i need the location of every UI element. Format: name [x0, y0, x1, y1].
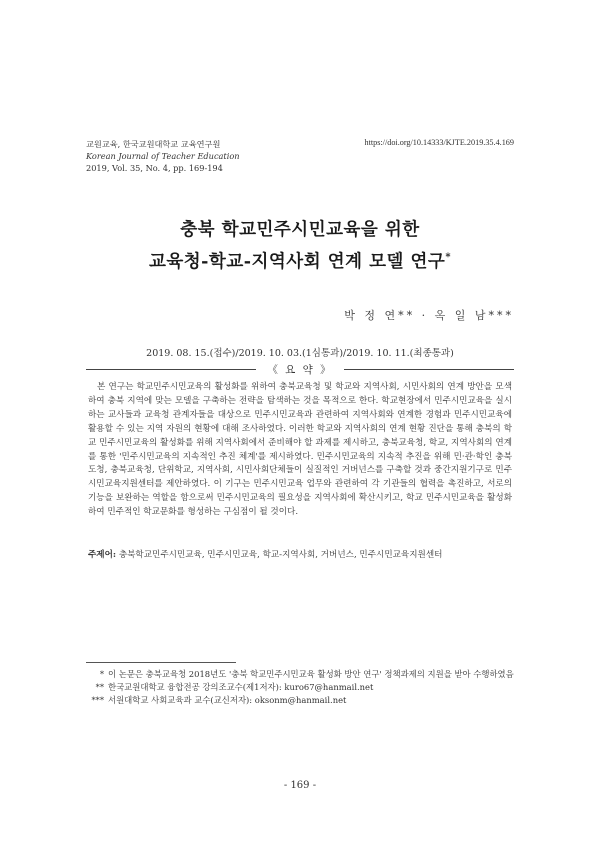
- title-line-2: [0, 244, 600, 276]
- journal-publisher: 교원교육, 한국교원대학교 교육연구원: [86, 139, 221, 149]
- abstract-rule-right: [344, 369, 514, 370]
- footnote-1: [88, 668, 514, 681]
- footnote-text: 한국교원대학교 융합전공 강의조교수(제1저자): kuro67@hanmail.net: [108, 682, 374, 692]
- title-footnote-mark: *: [445, 252, 452, 263]
- doi-link[interactable]: https://doi.org/10.14333/KJTE.2019.35.4.169: [364, 138, 514, 147]
- footnote-text: 이 논문은 충북교육청 2018년도 '충북 학교민주시민교육 활성화 방안 연구' 정책과제의 지원을 받아 수행하였음: [108, 669, 514, 679]
- footnote-rule: [86, 662, 236, 663]
- footnote-mark: **: [95, 682, 104, 692]
- footnote-mark: ***: [91, 695, 104, 705]
- abstract-text: 본 연구는 학교민주시민교육의 활성화를 위하여 충북교육청 및 학교와 지역사회, 시민사회의 연계 방안을 모색하여 충북 지역에 맞는 모델을 구축하는 전략을 탐색하는 것을 목적으로 한다. 학교현장에서 민주시민교육을 실시하는 교사들과 교육청 관계자들을 대상으로 민주시민교육과 관련하여 지역사회와 연계한 경험과 민주시민교육에 활용할 수 있는 지역 자원의 현황에 대해 조사하였다. 이러한 학교와 지역사회의 연계 현황 진단을 통해 충북의 학교 민주시민교육의 활성화를 위해 지역사회에서 준비해야 할 과제를 제시하고, 충북교육청, 학교, 지역사회의 연계를 통한 '민주시민교육의 지속적인 추진 체계'를 제시하였다. 민주시민교육의 지속적 추진을 위해 민·관·학인 충북 도청, 충북교육청, 단위학교, 지역사회, 시민사회단체들이 실질적인 거버넌스를 구축할 것과 중간지원기구로 민주시민교육지원센터를 제안하였다. 이 기구는 민주시민교육 업무와 관련하여 각 기관들의 협력을 촉진하고, 서로의 기능을 보완하는 역할을 함으로써 민주시민교육의 필요성을 지역사회에 확산시키고, 학교 민주시민교육을 활성화하여 민주적인 학교문화를 형성하는 구심점이 될 것이다.: [88, 382, 512, 518]
- footnote-2: [88, 681, 514, 694]
- title-line-1: 충북 학교민주시민교육을 위한: [180, 220, 420, 240]
- journal-info: [86, 138, 240, 174]
- footnote-mark: *: [99, 669, 104, 679]
- title-line-2-text: 교육청-학교-지역사회 연계 모델 연구: [148, 251, 446, 272]
- abstract-heading-label: 《 요 약 》: [267, 364, 333, 376]
- keywords-text: 충북학교민주시민교육, 민주시민교육, 학교-지역사회, 거버넌스, 민주시민교육지원센터: [118, 550, 443, 560]
- footnotes: [88, 668, 514, 707]
- page-number: - 169 -: [283, 780, 317, 791]
- paper-title: [0, 216, 600, 276]
- keywords: [88, 548, 442, 560]
- abstract-heading: [86, 362, 514, 376]
- journal-volume: 2019, Vol. 35, No. 4, pp. 169-194: [86, 163, 223, 173]
- authors: 박 정 연** · 옥 일 남***: [344, 309, 514, 322]
- footnote-text: 서원대학교 사회교육과 교수(교신저자): oksonm@hanmail.net: [108, 695, 347, 705]
- journal-name-en: Korean Journal of Teacher Education: [86, 151, 240, 161]
- submission-dates: 2019. 08. 15.(접수)/2019. 10. 03.(1심통과)/2019. 10. 11.(최종통과): [146, 348, 454, 359]
- footnote-3: [88, 694, 514, 707]
- keywords-label: 주제어:: [88, 550, 117, 560]
